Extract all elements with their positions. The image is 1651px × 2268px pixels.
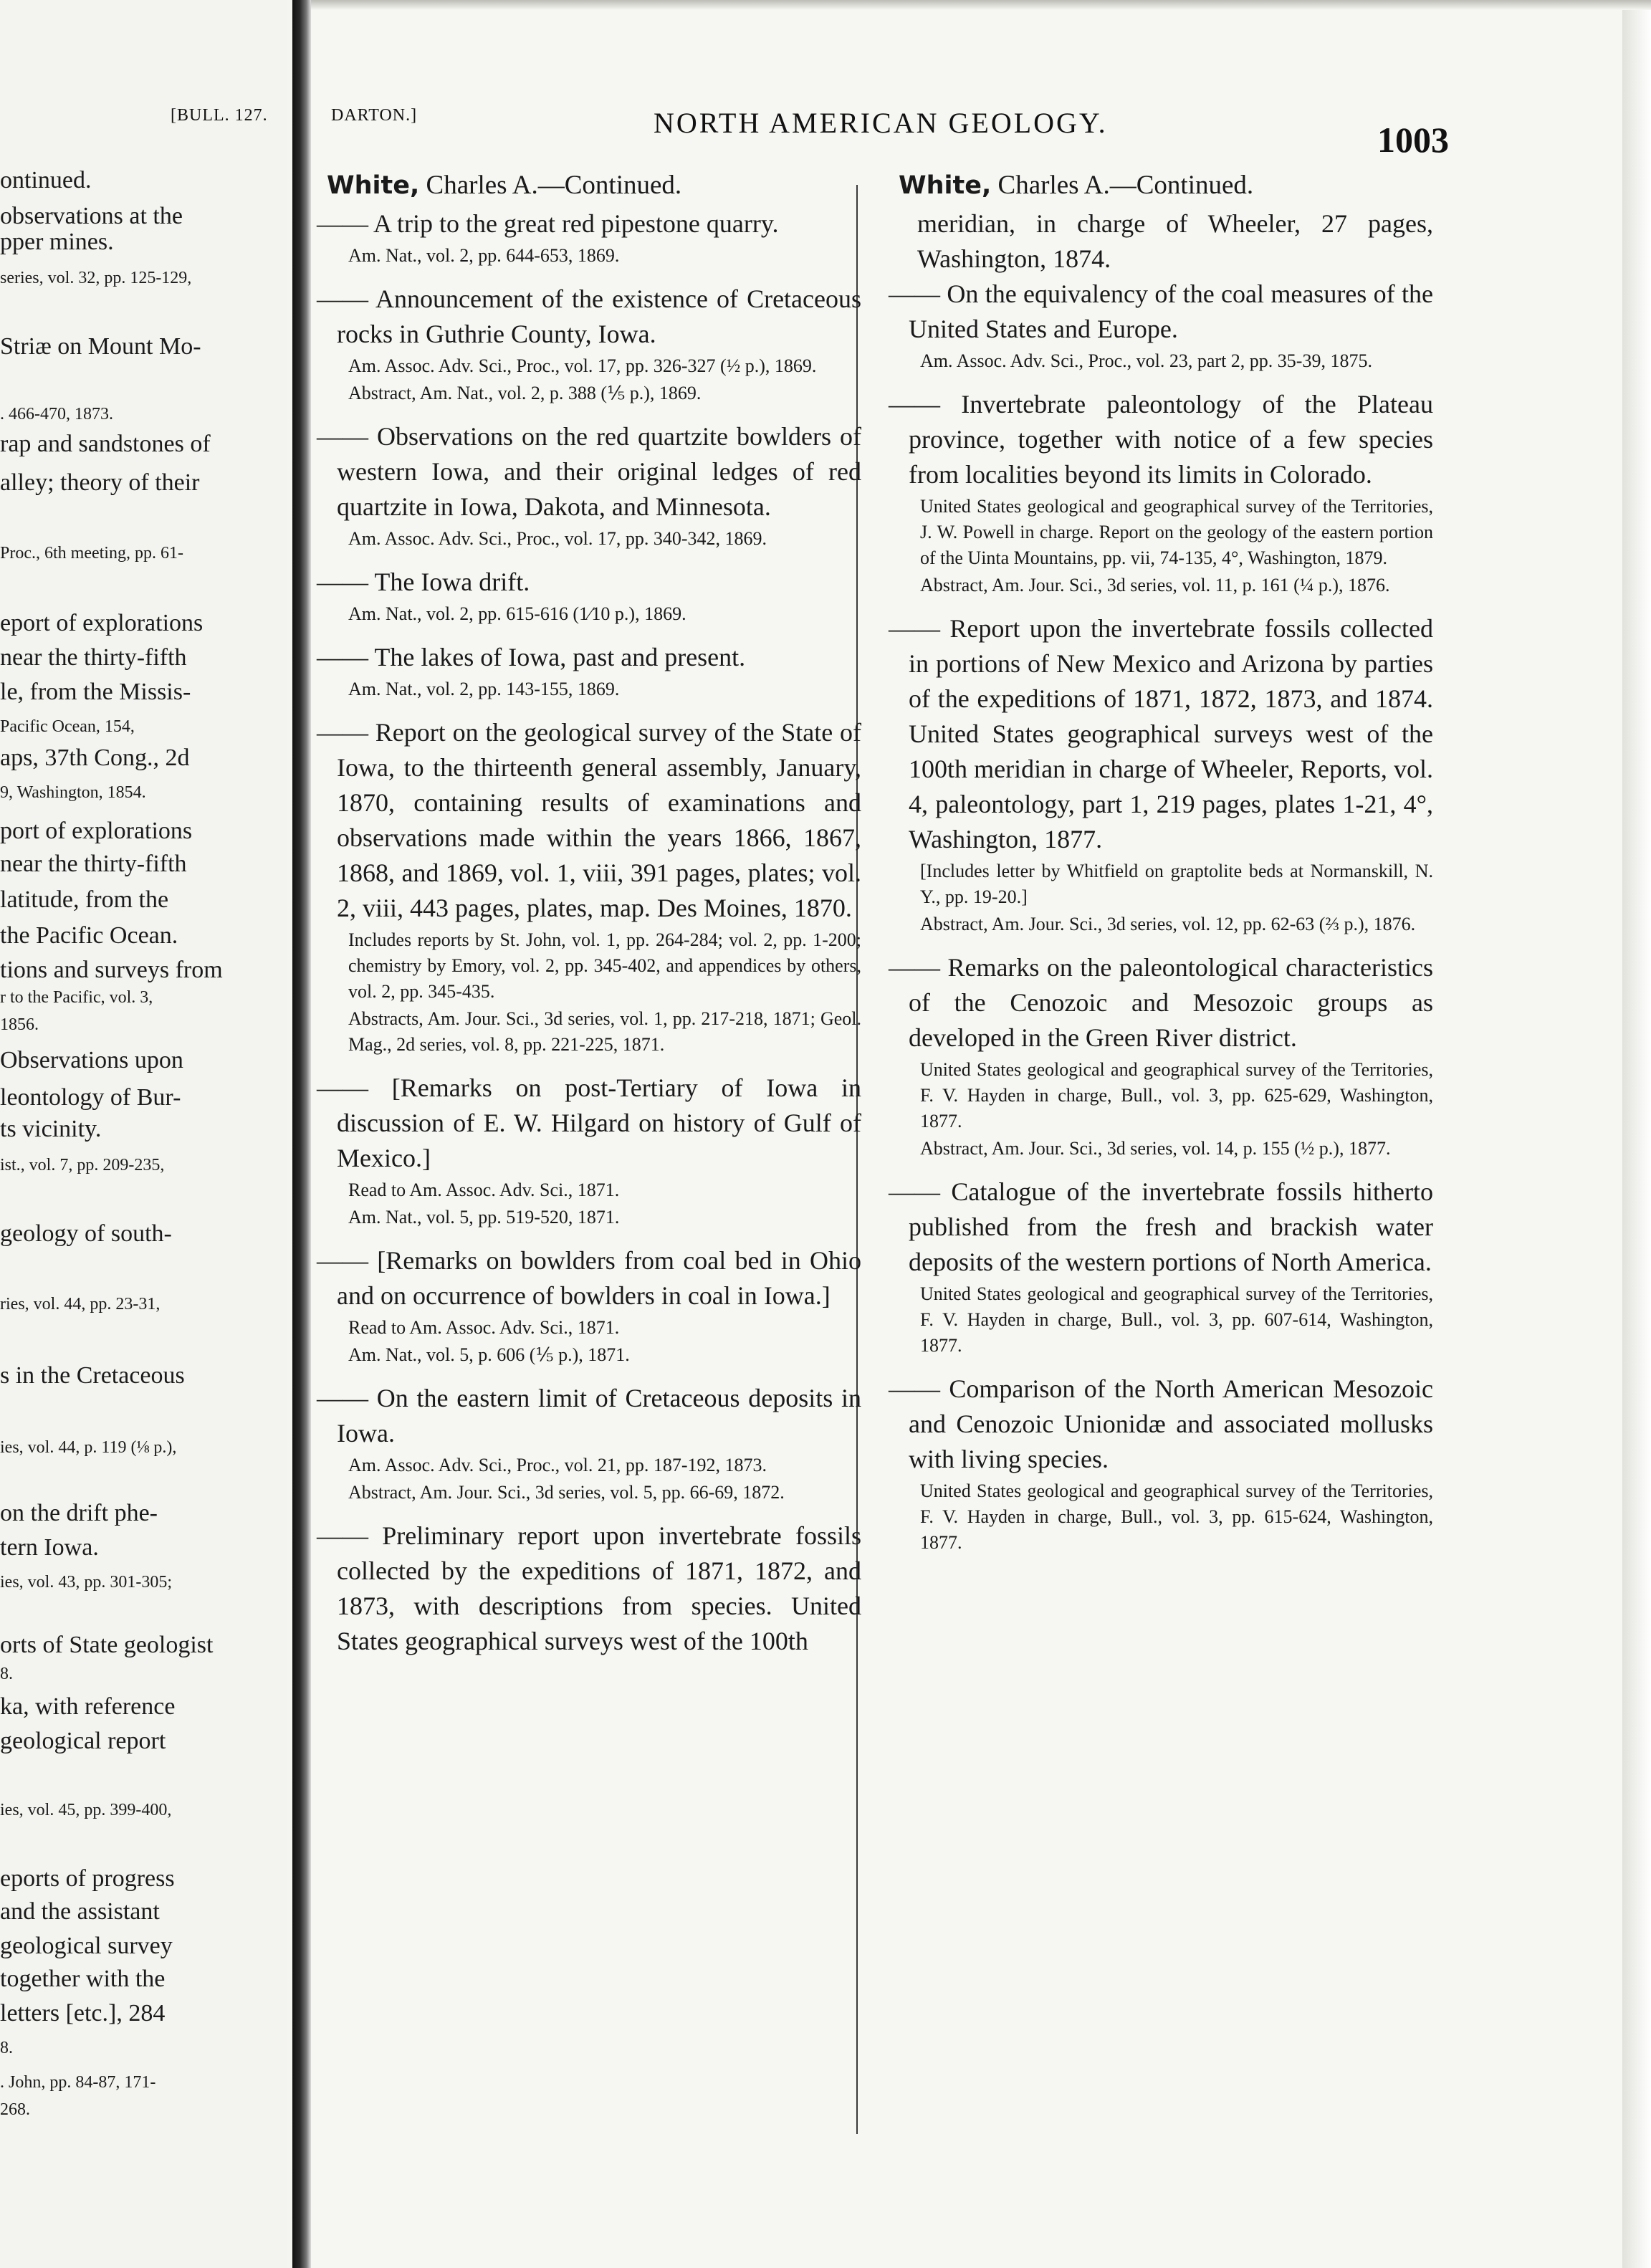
entry-title: —— Preliminary report upon invertebrate fossils collected by the expeditions of 1871, 1872, and 1873, with descriptions from species. United States geographical surveys west of the 100th <box>317 1521 861 1655</box>
page-edge <box>1622 0 1651 2268</box>
facing-page-line: near the thirty-fifth <box>0 851 187 877</box>
facing-page-line: 8. <box>0 2039 13 2057</box>
facing-page-line: tern Iowa. <box>0 1534 99 1561</box>
left-column <box>317 169 861 1672</box>
facing-page-line: orts of State geologist <box>0 1632 214 1658</box>
facing-page-line: pper mines. <box>0 229 114 255</box>
facing-page-line: 9, Washington, 1854. <box>0 783 146 802</box>
facing-page-line: geological survey <box>0 1933 173 1959</box>
column-heading <box>327 169 861 202</box>
facing-page-line: together with the <box>0 1966 166 1992</box>
entry-title: —— Report upon the invertebrate fossils collected in portions of New Mexico and Arizona by parties of the expeditions of 1871, 1872, 1873, and 1874. United States geographical surveys west of the 100th meridian in charge of Wheeler, Reports, vol. 4, paleontology, part 1, 219 pages, plates 1-21, 4°, Washington, 1877. <box>889 614 1433 853</box>
entry-title: —— A trip to the great red pipestone quarry. <box>317 209 779 238</box>
facing-page-line: and the assistant <box>0 1898 160 1925</box>
facing-page-line: ies, vol. 45, pp. 399-400, <box>0 1801 172 1819</box>
facing-page-line: observations at the <box>0 203 183 229</box>
facing-page-line: Proc., 6th meeting, pp. 61- <box>0 544 183 563</box>
bibliography-entry <box>317 640 861 702</box>
facing-page-line: tions and surveys from <box>0 957 223 983</box>
entry-reference: Am. Nat., vol. 5, pp. 519-520, 1871. <box>348 1207 620 1228</box>
continuation-text: meridian, in charge of Wheeler, 27 pages, Washington, 1874. <box>917 209 1433 273</box>
entry-reference: Am. Nat., vol. 2, pp. 615-616 (1⁄10 p.), 1869. <box>348 603 686 624</box>
entry-title: —— [Remarks on post-Tertiary of Iowa in discussion of E. W. Hilgard on history of Gulf of Mexico.] <box>317 1073 861 1172</box>
entry-reference: Includes reports by St. John, vol. 1, pp. 264-284; vol. 2, pp. 1-200; chemistry by Emory, vol. 2, pp. 345-402, and appendices by others, vol. 2, pp. 345-435. <box>348 929 861 1002</box>
page-title: NORTH AMERICAN GEOLOGY. <box>654 107 1108 139</box>
facing-page-line: latitude, from the <box>0 886 169 913</box>
facing-page-line: geological report <box>0 1728 166 1754</box>
facing-page-line: 268. <box>0 2100 30 2119</box>
bibliography-entry <box>889 950 1433 1162</box>
page-number: 1003 <box>1377 120 1449 160</box>
facing-page-line: Pacific Ocean, 154, <box>0 717 135 736</box>
facing-page-line: Striæ on Mount Mo- <box>0 333 201 360</box>
entry-title: —— On the equivalency of the coal measures of the United States and Europe. <box>889 279 1433 343</box>
bibliography-entry <box>889 611 1433 937</box>
facing-page-line: port of explorations <box>0 818 193 844</box>
facing-page-line: r to the Pacific, vol. 3, <box>0 988 153 1007</box>
entry-reference: Am. Nat., vol. 5, p. 606 (⅕ p.), 1871. <box>348 1344 630 1365</box>
facing-page-line: on the drift phe- <box>0 1500 158 1526</box>
entry-reference: Am. Assoc. Adv. Sci., Proc., vol. 17, pp. 326-327 (½ p.), 1869. <box>348 355 817 376</box>
facing-page-line: geology of south- <box>0 1220 172 1247</box>
entry-reference: Am. Assoc. Adv. Sci., Proc., vol. 17, pp. 340-342, 1869. <box>348 528 767 549</box>
entry-title: —— [Remarks on bowlders from coal bed in Ohio and on occurrence of bowlders in coal in Iowa.] <box>317 1246 861 1310</box>
bibliography-entry <box>317 1381 861 1506</box>
facing-page-line: aps, 37th Cong., 2d <box>0 745 190 771</box>
facing-page-line: 1856. <box>0 1015 39 1034</box>
facing-page-line: . John, pp. 84-87, 171- <box>0 2073 156 2092</box>
facing-page <box>0 0 287 2268</box>
entry-reference: Read to Am. Assoc. Adv. Sci., 1871. <box>348 1317 620 1338</box>
author-name: White, <box>327 171 420 200</box>
facing-page-line: ries, vol. 44, pp. 23-31, <box>0 1295 161 1314</box>
entry-reference: United States geological and geographical survey of the Territories, J. W. Powell in charge. Report on the geology of the eastern portion of the Uinta Mountains, pp. vii, 74-135, 4°, Washington, 1879. <box>920 496 1433 568</box>
entry-reference: Am. Nat., vol. 2, pp. 644-653, 1869. <box>348 245 620 266</box>
facing-page-line: eports of progress <box>0 1865 175 1892</box>
entry-reference: United States geological and geographical survey of the Territories, F. V. Hayden in charge, Bull., vol. 3, pp. 607-614, Washington, 1877. <box>920 1283 1433 1356</box>
bibliography-entry <box>889 1372 1433 1556</box>
bibliography-entry <box>317 1518 861 1659</box>
book-spine <box>292 0 311 2268</box>
entry-reference: United States geological and geographical survey of the Territories, F. V. Hayden in charge, Bull., vol. 3, pp. 615-624, Washington, 1877. <box>920 1480 1433 1553</box>
facing-page-line: le, from the Missis- <box>0 679 191 705</box>
facing-page-line: ka, with reference <box>0 1693 176 1720</box>
bibliography-entry <box>317 565 861 627</box>
facing-page-line: ies, vol. 44, p. 119 (⅛ p.), <box>0 1438 177 1457</box>
facing-page-header: [BULL. 127. <box>171 106 268 125</box>
facing-page-line: series, vol. 32, pp. 125-129, <box>0 269 192 287</box>
entry-reference: Am. Assoc. Adv. Sci., Proc., vol. 23, part 2, pp. 35-39, 1875. <box>920 350 1372 371</box>
entry-reference: Am. Assoc. Adv. Sci., Proc., vol. 21, pp. 187-192, 1873. <box>348 1455 767 1475</box>
bibliography-entry <box>317 715 861 1058</box>
facing-page-line: eport of explorations <box>0 610 204 636</box>
entry-list <box>317 206 861 1659</box>
page-top-shadow <box>311 0 1651 10</box>
entry-reference: Am. Nat., vol. 2, pp. 143-155, 1869. <box>348 679 620 699</box>
entry-reference: United States geological and geographical survey of the Territories, F. V. Hayden in charge, Bull., vol. 3, pp. 625-629, Washington, 1877. <box>920 1059 1433 1131</box>
bibliography-entry <box>317 206 861 269</box>
author-continued: Charles A.—Continued. <box>419 171 682 200</box>
entry-title: —— Invertebrate paleontology of the Plateau province, together with notice of a few species from localities beyond its limits in Colorado. <box>889 390 1433 489</box>
facing-page-line: letters [etc.], 284 <box>0 2000 166 2027</box>
bibliography-entry <box>889 277 1433 374</box>
author-name: White, <box>899 171 992 200</box>
entry-reference: [Includes letter by Whitfield on graptolite beds at Normanskill, N. Y., pp. 19-20.] <box>920 861 1433 907</box>
column-heading <box>899 169 1433 202</box>
bibliography-entry <box>889 387 1433 598</box>
entry-reference: Abstract, Am. Jour. Sci., 3d series, vol. 11, p. 161 (¼ p.), 1876. <box>920 575 1390 595</box>
entry-reference: Abstract, Am. Jour. Sci., 3d series, vol. 14, p. 155 (½ p.), 1877. <box>920 1138 1391 1159</box>
bibliography-entry <box>317 1243 861 1368</box>
entry-title: —— Announcement of the existence of Cretaceous rocks in Guthrie County, Iowa. <box>317 284 861 348</box>
entry-title: —— Comparison of the North American Mesozoic and Cenozoic Unionidæ and associated mollusks with living species. <box>889 1374 1433 1473</box>
bibliography-entry <box>317 282 861 406</box>
entry-title: —— The lakes of Iowa, past and present. <box>317 643 746 671</box>
entry-reference: Abstract, Am. Jour. Sci., 3d series, vol. 5, pp. 66-69, 1872. <box>348 1482 785 1503</box>
facing-page-line: ist., vol. 7, pp. 209-235, <box>0 1156 165 1174</box>
bibliography-entry <box>317 419 861 552</box>
author-continued: Charles A.—Continued. <box>991 171 1254 200</box>
facing-page-line: ts vicinity. <box>0 1116 102 1142</box>
entry-title: —— Remarks on the paleontological characteristics of the Cenozoic and Mesozoic groups as developed in the Green River district. <box>889 953 1433 1052</box>
entry-list <box>889 277 1433 1556</box>
facing-page-line: near the thirty-fifth <box>0 644 187 671</box>
facing-page-line: the Pacific Ocean. <box>0 922 178 949</box>
entry-title: —— Report on the geological survey of the State of Iowa, to the thirteenth general assembly, January, 1870, containing results of examinations and observations made within the years 1866, 1867, 1868, and 1869, vol. 1, viii, 391 pages, plates; vol. 2, viii, 443 pages, plates, map. Des Moines, 1870. <box>317 718 861 922</box>
right-column <box>889 169 1433 1569</box>
facing-page-line: ies, vol. 43, pp. 301-305; <box>0 1573 172 1592</box>
entry-reference: Abstract, Am. Nat., vol. 2, p. 388 (⅕ p.), 1869. <box>348 383 702 403</box>
facing-page-line: s in the Cretaceous <box>0 1362 185 1389</box>
facing-page-line: . 466-470, 1873. <box>0 405 113 424</box>
facing-page-line: 8. <box>0 1665 13 1683</box>
facing-page-line: Observations upon <box>0 1047 183 1073</box>
entry-reference: Abstracts, Am. Jour. Sci., 3d series, vol. 1, pp. 217-218, 1871; Geol. Mag., 2d series, vol. 8, pp. 221-225, 1871. <box>348 1008 861 1055</box>
entry-reference: Abstract, Am. Jour. Sci., 3d series, vol. 12, pp. 62-63 (⅔ p.), 1876. <box>920 914 1416 934</box>
bibliography-entry <box>317 1071 861 1230</box>
facing-page-line: alley; theory of their <box>0 469 200 496</box>
entry-reference: Read to Am. Assoc. Adv. Sci., 1871. <box>348 1180 620 1200</box>
facing-page-line: rap and sandstones of <box>0 431 211 457</box>
author-header: DARTON.] <box>331 106 418 125</box>
entry-title: —— On the eastern limit of Cretaceous deposits in Iowa. <box>317 1384 861 1448</box>
facing-page-line: ontinued. <box>0 167 92 193</box>
entry-title: —— Catalogue of the invertebrate fossils hitherto published from the fresh and brackish water deposits of the western portions of North America. <box>889 1177 1433 1276</box>
entry-title: —— Observations on the red quartzite bowlders of western Iowa, and their original ledges of red quartzite in Iowa, Dakota, and Minnesota. <box>317 422 861 521</box>
bibliography-entry <box>889 1174 1433 1359</box>
facing-page-line: leontology of Bur- <box>0 1084 181 1111</box>
entry-title: —— The Iowa drift. <box>317 568 530 596</box>
